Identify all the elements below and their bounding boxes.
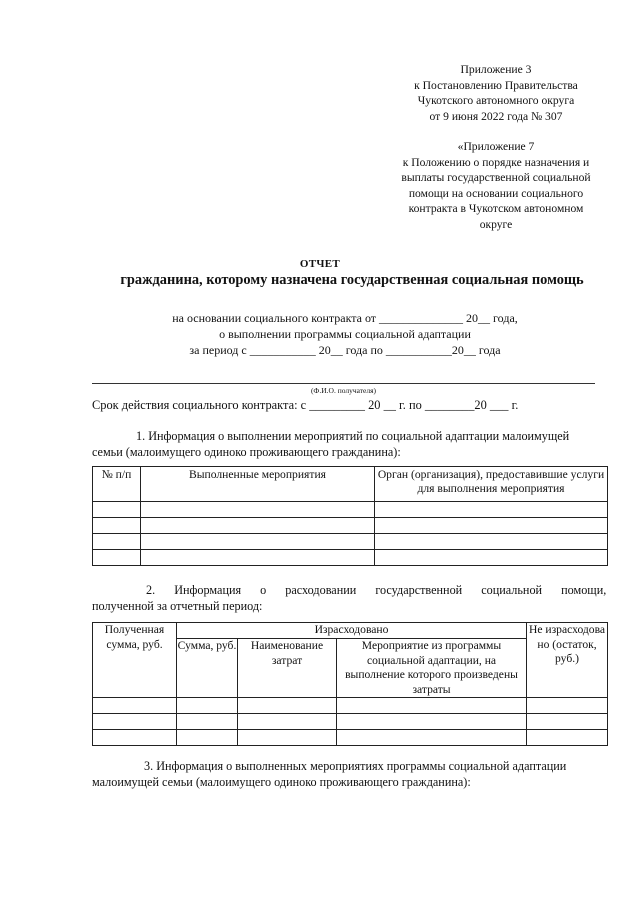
table-cell[interactable]: [527, 730, 608, 746]
table-row: [93, 502, 608, 518]
appendix-line: Приложение 3: [460, 63, 532, 76]
col-received-header: Полученная сумма, руб.: [93, 623, 177, 698]
appendix7-line: выплаты государственной социальной: [401, 171, 591, 184]
table-cell[interactable]: [93, 518, 141, 534]
col-activity-header: Мероприятие из программы социальной адаптации, на выполнение которого произведены затраты: [337, 639, 527, 698]
table-cell[interactable]: [93, 698, 177, 714]
section2-text: [92, 582, 607, 614]
report-basis: [0, 310, 640, 358]
basis-line: за период с ___________ 20__ года по ___________20__ года: [189, 343, 501, 357]
col-not-spent-header: Не израсходова но (остаток, руб.): [527, 623, 608, 698]
appendix7-line: контракта в Чукотском автономном: [408, 202, 584, 215]
col-sum-header: Сумма, руб.: [177, 639, 238, 698]
appendix-line: к Постановлению Правительства: [414, 78, 578, 92]
table-cell[interactable]: [141, 502, 375, 518]
table-row: [93, 698, 608, 714]
appendix7-line: к Положению о порядке назначения и: [402, 155, 590, 169]
table-cell[interactable]: [527, 698, 608, 714]
table-cell[interactable]: [375, 534, 608, 550]
section3-text: [92, 758, 602, 790]
contract-term-line: Срок действия социального контракта: с _________ 20 __ г. по ________20 ___ г.: [92, 398, 519, 412]
fio-underline: [92, 383, 595, 384]
section2-line: 2. Информация о расходовании государственной социальной помощи,: [146, 583, 607, 597]
table-cell[interactable]: [238, 730, 337, 746]
appendix7-line: помощи на основании социального: [408, 186, 584, 200]
table-cell[interactable]: [375, 518, 608, 534]
table-cell[interactable]: [141, 550, 375, 566]
table-cell[interactable]: [141, 518, 375, 534]
table-row: [93, 714, 608, 730]
appendix7-header: [383, 139, 609, 232]
table-header-row: [93, 467, 608, 502]
table-cell[interactable]: [238, 698, 337, 714]
section1-line: 1. Информация о выполнении мероприятий по социальной адаптации малоимущей: [136, 429, 570, 443]
table-cell[interactable]: [141, 534, 375, 550]
table-row: [93, 534, 608, 550]
section3-line: малоимущей семьи (малоимущего одиноко проживающего гражданина):: [92, 775, 471, 789]
table-row: [93, 518, 608, 534]
table-cell[interactable]: [93, 730, 177, 746]
table-cell[interactable]: [177, 714, 238, 730]
table-cell[interactable]: [93, 550, 141, 566]
col-cost-name-header: Наименование затрат: [238, 639, 337, 698]
appendix-header: [388, 62, 604, 124]
table-header-row: [93, 623, 608, 639]
report-title: гражданина, которому назначена государственная социальная помощь: [120, 272, 584, 288]
fio-label: (Ф.И.О. получателя): [310, 386, 377, 395]
expenses-table: [92, 622, 608, 746]
report-heading: ОТЧЕТ: [299, 258, 341, 270]
table-cell[interactable]: [375, 502, 608, 518]
table-cell[interactable]: [93, 502, 141, 518]
table-cell[interactable]: [337, 698, 527, 714]
basis-line: о выполнении программы социальной адаптации: [219, 327, 471, 341]
appendix-line: Чукотского автономного округа: [417, 94, 575, 107]
basis-line: на основании социального контракта от ______________ 20__ года,: [172, 311, 518, 325]
table-cell[interactable]: [93, 534, 141, 550]
table-cell[interactable]: [177, 730, 238, 746]
section1-text: [92, 428, 602, 460]
appendix7-line: «Приложение 7: [457, 140, 535, 153]
table-cell[interactable]: [93, 714, 177, 730]
table-cell[interactable]: [527, 714, 608, 730]
col-number-header: № п/п: [93, 467, 141, 502]
appendix-line: от 9 июня 2022 года № 307: [429, 109, 563, 123]
table-row: [93, 550, 608, 566]
appendix7-line: округе: [479, 217, 513, 231]
table-cell[interactable]: [177, 698, 238, 714]
table-cell[interactable]: [238, 714, 337, 730]
section3-line: 3. Информация о выполненных мероприятиях программы социальной адаптации: [144, 759, 567, 773]
col-organization-header: Орган (организация), предоставившие услуги для выполнения мероприятия: [375, 467, 608, 502]
activities-table: [92, 466, 608, 566]
section1-line: семьи (малоимущего одиноко проживающего гражданина):: [92, 445, 401, 459]
col-spent-header: Израсходовано: [177, 623, 527, 639]
table-cell[interactable]: [337, 714, 527, 730]
table-cell[interactable]: [375, 550, 608, 566]
col-activities-header: Выполненные мероприятия: [141, 467, 375, 502]
table-row: [93, 730, 608, 746]
section2-line: полученной за отчетный период:: [92, 599, 263, 613]
table-cell[interactable]: [337, 730, 527, 746]
